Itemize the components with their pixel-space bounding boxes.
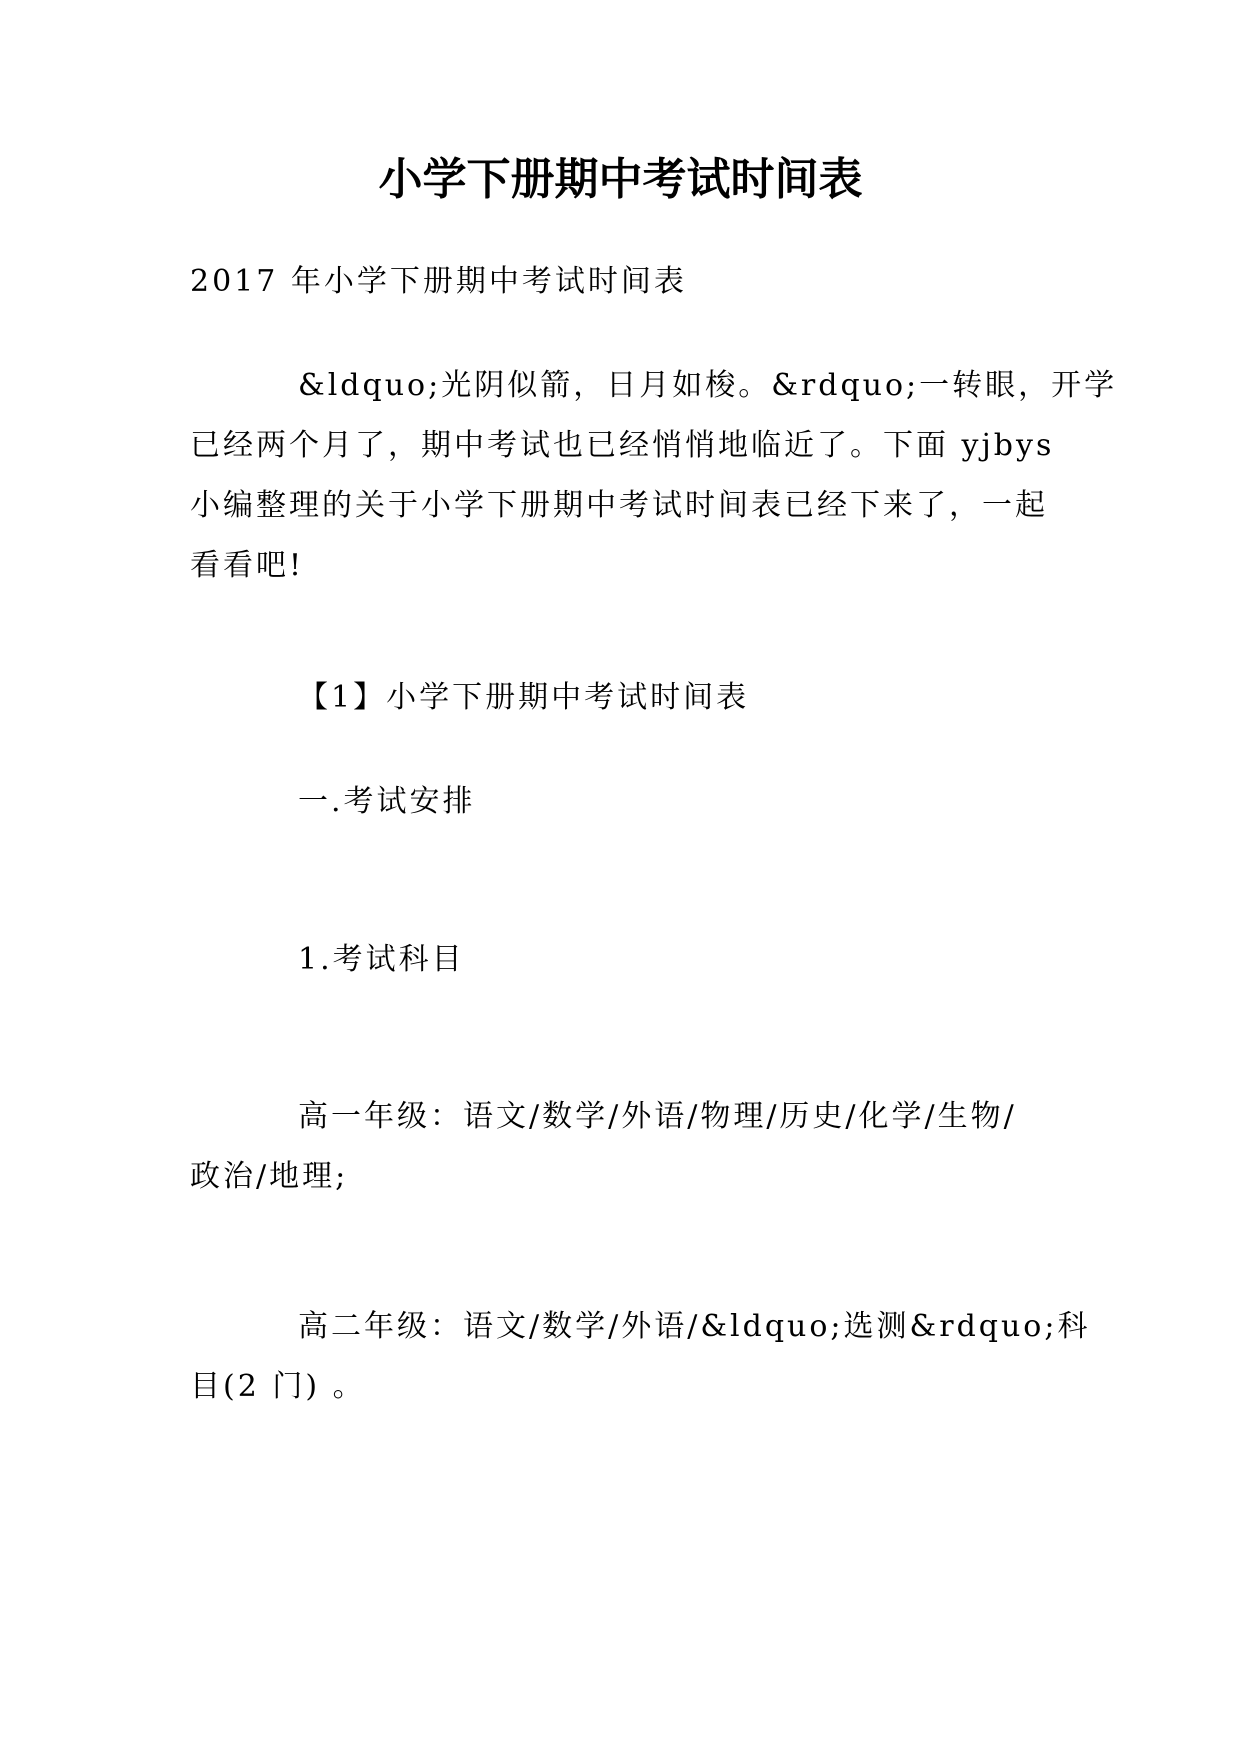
intro-line-2: 已经两个月了，期中考试也已经悄悄地临近了。下面 yjbys bbox=[190, 428, 1055, 463]
grade2-line-1: 高二年级：语文/数学/外语/&ldquo;选测&rdquo;科 bbox=[298, 1309, 1091, 1344]
grade1-line-2: 政治/地理; bbox=[190, 1159, 349, 1194]
grade2-line-2: 目(2 门) 。 bbox=[190, 1369, 366, 1404]
grade1-line-1: 高一年级：语文/数学/外语/物理/历史/化学/生物/ bbox=[298, 1099, 1017, 1134]
intro-paragraph bbox=[190, 356, 1117, 596]
intro-line-3: 小编整理的关于小学下册期中考试时间表已经下来了，一起 bbox=[190, 488, 1048, 523]
grade2-paragraph bbox=[190, 1297, 1090, 1417]
section-heading: 【1】小学下册期中考试时间表 bbox=[298, 680, 750, 715]
intro-line-1: &ldquo;光阴似箭，日月如梭。&rdquo;一转眼，开学 bbox=[298, 368, 1118, 403]
intro-line-4: 看看吧! bbox=[190, 548, 305, 583]
grade1-paragraph bbox=[190, 1087, 1017, 1207]
part-heading: 一.考试安排 bbox=[298, 784, 476, 819]
document-title: 小学下册期中考试时间表 bbox=[378, 154, 863, 205]
document-subtitle: 2017 年小学下册期中考试时间表 bbox=[190, 264, 687, 299]
item-heading: 1.考试科目 bbox=[298, 942, 465, 977]
